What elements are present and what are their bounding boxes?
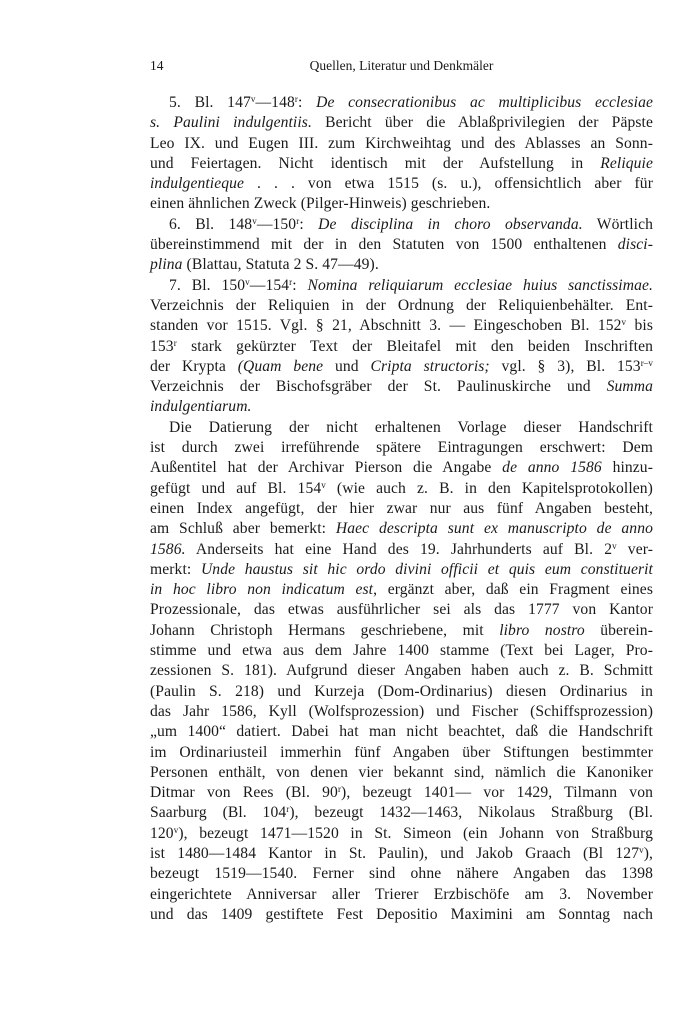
- text-line: standen vor 1515. Vgl. § 21, Abschnitt 3. — Eingeschoben Bl. 152$^v$ bis: [150, 317, 653, 335]
- text-line: Verzeichnis der Bischofsgräber der St. Paulinuskirche und Summa: [150, 378, 653, 396]
- text-line: Saarburg (Bl. 104$^r$), bezeugt 1432—1463, Nikolaus Straßburg (Bl.: [150, 804, 653, 822]
- text-line: gefügt und auf Bl. 154$^v$ (wie auch z. B. in den Kapitelsprotokollen): [150, 479, 653, 497]
- text-line: 6. Bl. 148$^v$—150$^r$: De disciplina in choro observanda. Wörtlich: [169, 215, 653, 233]
- text-line: und das 1409 gestiftete Fest Depositio Maximini am Sonntag nach: [150, 905, 653, 923]
- page-number: 14: [150, 58, 164, 73]
- text-line: merkt: Unde haustus sit hic ordo divini officii et quis eum constituerit: [150, 560, 653, 578]
- text-line: Johann Christoph Hermans geschriebene, mit libro nostro überein-: [150, 621, 653, 639]
- text-line: Verzeichnis der Reliquien in der Ordnung der Reliquienbehälter. Ent-: [150, 296, 653, 314]
- text-line: ist durch zwei irreführende spätere Eintragungen erschwert: Dem: [150, 439, 653, 457]
- text-line: (Paulin S. 218) und Kurzeja (Dom-Ordinarius) diesen Ordinarius in: [150, 682, 653, 700]
- text-line: Die Datierung der nicht erhaltenen Vorlage dieser Handschrift: [169, 418, 653, 436]
- text-line: das Jahr 1586, Kyll (Wolfsprozession) und Fischer (Schiffsprozession): [150, 702, 653, 720]
- body-text: [150, 93, 653, 925]
- text-line: Leo IX. und Eugen III. zum Kirchweihtag und des Ablasses an Sonn-: [150, 134, 653, 152]
- text-line: einen ähnlichen Zweck (Pilger-Hinweis) geschrieben.: [150, 195, 491, 213]
- running-head: [150, 58, 653, 80]
- text-line: 1586. Anderseits hat eine Hand des 19. Jahrhunderts auf Bl. 2$^v$ ver-: [150, 540, 653, 558]
- document-page: [150, 58, 653, 925]
- text-line: 153$^r$ stark gekürzter Text der Bleitafel mit den beiden Inschriften: [150, 337, 653, 355]
- text-line: am Schluß aber bemerkt: Haec descripta sunt ex manuscripto de anno: [150, 520, 653, 538]
- text-line: indulgentiarum.: [150, 398, 252, 416]
- text-line: in hoc libro non indicatum est, ergänzt aber, daß ein Fragment eines: [150, 581, 654, 599]
- text-line: übereinstimmend mit der in den Statuten von 1500 enthaltenen disci-: [150, 236, 653, 254]
- text-line: „um 1400“ datiert. Dabei hat man nicht beachtet, daß die Handschrift: [150, 723, 653, 741]
- text-line: zessionen S. 181). Aufgrund dieser Angaben haben auch z. B. Schmitt: [150, 662, 653, 680]
- text-line: 5. Bl. 147$^v$—148$^r$: De consecrationibus ac multiplicibus ecclesiae: [169, 94, 653, 111]
- text-line: plina (Blattau, Statuta 2 S. 47—49).: [150, 256, 379, 274]
- text-line: stimme und etwa aus dem Jahre 1400 stamme (Text bei Lager, Pro-: [150, 642, 653, 660]
- text-line: der Krypta (Quam bene und Cripta structoris; vgl. § 3), Bl. 153$^{r-v}$: [150, 357, 653, 375]
- text-line: eingerichtete Anniversar aller Trierer Erzbischöfe am 3. November: [150, 885, 653, 903]
- text-line: Außentitel hat der Archivar Pierson die Angabe de anno 1586 hinzu-: [150, 459, 653, 477]
- text-line: einen Index angefügt, der hier zwar nur aus fünf Angaben besteht,: [150, 499, 653, 517]
- text-line: und Feiertagen. Nicht identisch mit der Aufstellung in Reliquie: [150, 154, 653, 172]
- text-line: indulgentieque . . . von etwa 1515 (s. u.), offensichtlich aber für: [150, 175, 653, 193]
- text-line: bezeugt 1519—1540. Ferner sind ohne nähere Angaben das 1398: [150, 865, 653, 883]
- text-line: Ditmar von Rees (Bl. 90$^r$), bezeugt 1401— vor 1429, Tilmann von: [150, 784, 653, 802]
- text-line: s. Paulini indulgentiis. Bericht über die Ablaßprivilegien der Päpste: [150, 114, 653, 132]
- text-line: ist 1480—1484 Kantor in St. Paulin), und Jakob Graach (Bl 127$^v$),: [150, 844, 653, 862]
- text-line: Prozessionale, das etwas ausführlicher sei als das 1777 von Kantor: [150, 601, 653, 619]
- text-line: 7. Bl. 150$^v$—154$^r$: Nomina reliquiarum ecclesiae huius sanctissimae.: [169, 276, 654, 294]
- text-line: 120$^v$), bezeugt 1471—1520 in St. Simeon (ein Johann von Straßburg: [150, 824, 653, 842]
- text-line: Personen enthält, von denen vier bekannt sind, nämlich die Kanoniker: [150, 763, 653, 781]
- running-title: Quellen, Literatur und Denkmäler: [309, 58, 494, 73]
- text-line: im Ordinariusteil immerhin fünf Angaben über Stiftungen bestimmter: [150, 743, 653, 761]
